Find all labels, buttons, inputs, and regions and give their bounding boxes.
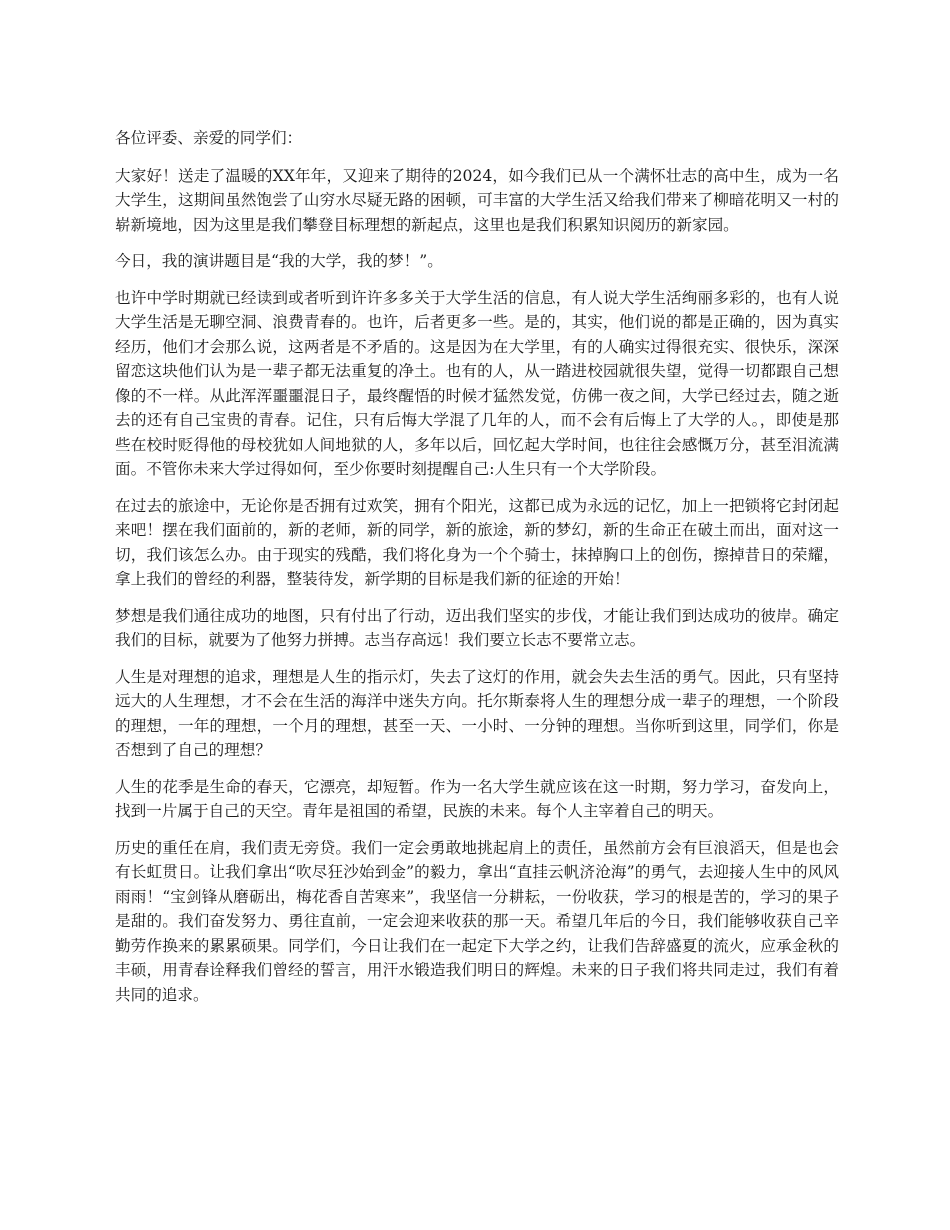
salutation: 各位评委、亲爱的同学们：	[115, 129, 303, 147]
document-body	[115, 126, 839, 1019]
paragraph-6: 人生是对理想的追求，理想是人生的指示灯，失去了这灯的作用，就会失去生活的勇气。因此，只有坚持远大的人生理想，才不会在生活的海洋中迷失方向。托尔斯泰将人生的理想分成一辈子的理想，一个阶段的理想，一年的理想，一个月的理想，甚至一天、一小时、一分钟的理想。当你听到这里，同学们，你是否想到了自己的理想？	[115, 667, 839, 759]
paragraph-5: 梦想是我们通往成功的地图，只有付出了行动，迈出我们坚实的步伐，才能让我们到达成功的彼岸。确定我们的目标，就要为了他努力拼搏。志当存高远！我们要立长志不要常立志。	[115, 606, 839, 649]
paragraph-2: 今日，我的演讲题目是“我的大学，我的梦！”。	[115, 252, 443, 270]
paragraph-4: 在过去的旅途中，无论你是否拥有过欢笑，拥有个阳光，这都已成为永远的记忆，加上一把锁将它封闭起来吧！摆在我们面前的，新的老师，新的同学，新的旅途，新的梦幻，新的生命正在破土而出，面对这一切，我们该怎么办。由于现实的残酷，我们将化身为一个个骑士，抹掉胸口上的创伤，擦掉昔日的荣耀，拿上我们的曾经的利器，整装待发，新学期的目标是我们新的征途的开始！	[115, 496, 839, 588]
paragraph-1: 大家好！送走了温暖的XX年年，又迎来了期待的2024，如今我们已从一个满怀壮志的高中生，成为一名大学生，这期间虽然饱尝了山穷水尽疑无路的困顿，可丰富的大学生活又给我们带来了柳暗花明又一村的崭新境地，因为这里是我们攀登目标理想的新起点，这里也是我们积累知识阅历的新家园。	[115, 166, 839, 234]
paragraph-3: 也许中学时期就已经读到或者听到许许多多关于大学生活的信息，有人说大学生活绚丽多彩的，也有人说大学生活是无聊空洞、浪费青春的。也许，后者更多一些。是的，其实，他们说的都是正确的，因为真实经历，他们才会那么说，这两者是不矛盾的。这是因为在大学里，有的人确实过得很充实、很快乐，深深留恋这块他们认为是一辈子都无法重复的净土。也有的人，从一踏进校园就很失望，觉得一切都跟自己想像的不一样。从此浑浑噩噩混日子，最终醒悟的时候才猛然发觉，仿佛一夜之间，大学已经过去，随之逝去的还有自己宝贵的青春。记住，只有后悔大学混了几年的人，而不会有后悔上了大学的人。，即使是那些在校时贬得他的母校犹如人间地狱的人，多年以后，回忆起大学时间，也往往会感慨万分，甚至泪流满面。不管你未来大学过得如何，至少你要时刻提醒自己:人生只有一个大学阶段。	[115, 288, 839, 478]
paragraph-7: 人生的花季是生命的春天，它漂亮，却短暂。作为一名大学生就应该在这一时期，努力学习，奋发向上，找到一片属于自己的天空。青年是祖国的希望，民族的未来。每个人主宰着自己的明天。	[115, 777, 839, 820]
paragraph-8: 历史的重任在肩，我们责无旁贷。我们一定会勇敢地挑起肩上的责任，虽然前方会有巨浪滔天，但是也会有长虹贯日。让我们拿出“吹尽狂沙始到金”的毅力，拿出“直挂云帆济沧海”的勇气，去迎接人生中的风风雨雨！“宝剑锋从磨砺出，梅花香自苦寒来”，我坚信一分耕耘，一份收获，学习的根是苦的，学习的果子是甜的。我们奋发努力、勇往直前，一定会迎来收获的那一天。希望几年后的今日，我们能够收获自己辛勤劳作换来的累累硕果。同学们，今日让我们在一起定下大学之约，让我们告辞盛夏的流火，应承金秋的丰硕，用青春诠释我们曾经的誓言，用汗水锻造我们明日的辉煌。未来的日子我们将共同走过，我们有着共同的追求。	[115, 838, 839, 1004]
